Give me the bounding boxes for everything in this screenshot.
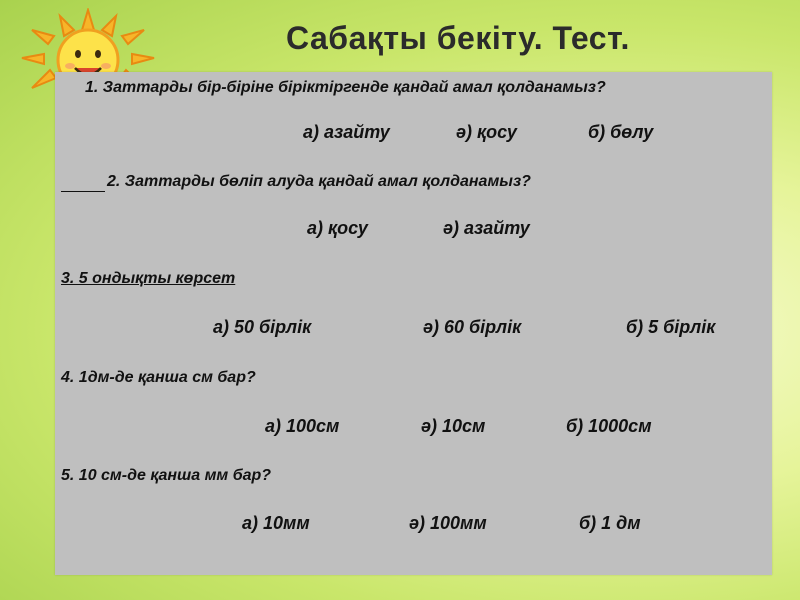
question-4-text: 4. 1дм-де қанша см бар? <box>61 369 256 386</box>
q4-option-b[interactable]: б) 1000см <box>566 416 652 436</box>
q1-option-b[interactable]: б) бөлу <box>588 122 654 142</box>
q4-option-ae[interactable]: ә) 10см <box>421 416 486 436</box>
test-panel <box>55 72 772 575</box>
q1-option-ae[interactable]: ә) қосу <box>456 122 517 142</box>
q3-option-a[interactable]: а) 50 бірлік <box>213 317 312 337</box>
q5-option-a[interactable]: а) 10мм <box>242 513 310 533</box>
q3-option-b[interactable]: б) 5 бірлік <box>626 317 716 337</box>
question-2-text: 2. Заттарды бөліп алуда қандай амал қолданамыз? <box>107 173 531 190</box>
question-5-text: 5. 10 см-де қанша мм бар? <box>61 467 272 484</box>
page-title: Сабақты бекіту. Тест. <box>286 20 630 56</box>
question-1-text: 1. Заттарды бір-біріне біріктіргенде қандай амал қолданамыз? <box>85 79 606 96</box>
q2-option-a[interactable]: а) қосу <box>307 218 368 238</box>
question-3-text: 3. 5 ондықты көрсет <box>61 270 236 287</box>
q3-option-ae[interactable]: ә) 60 бірлік <box>423 317 522 337</box>
q5-option-b[interactable]: б) 1 дм <box>579 513 641 533</box>
q4-option-a[interactable]: а) 100см <box>265 416 340 436</box>
question-2-underline <box>61 191 105 192</box>
q1-option-a[interactable]: а) азайту <box>303 122 390 142</box>
q2-option-ae[interactable]: ә) азайту <box>443 218 530 238</box>
q5-option-ae[interactable]: ә) 100мм <box>409 513 487 533</box>
